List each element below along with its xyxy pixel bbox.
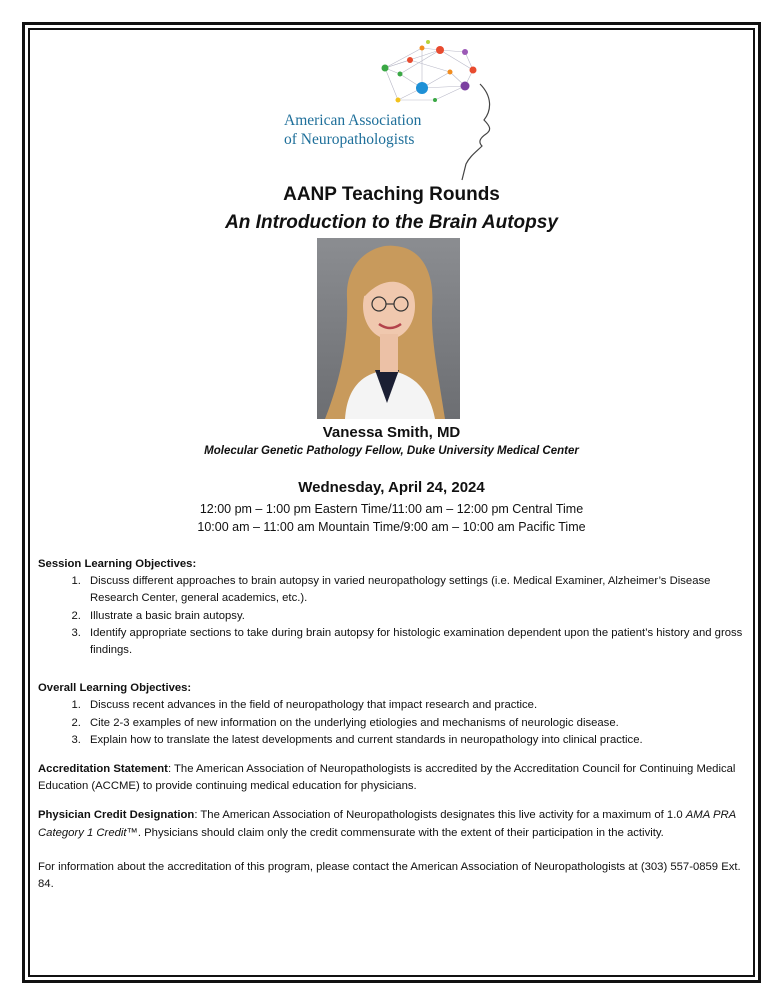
list-item: 3. Explain how to translate the latest developments and current standards in neuropathology into clinical practice. [84, 732, 743, 749]
speaker-photo [317, 238, 460, 419]
accreditation-lead: Accreditation Statement [38, 763, 168, 776]
session-objectives-heading: Session Learning Objectives: [38, 558, 197, 570]
overall-objectives-heading: Overall Learning Objectives: [38, 682, 192, 695]
credit-lead: Physician Credit Designation [38, 809, 195, 822]
contact-info: For information about the accreditation of this program, please contact the American Association of Neuropathologists at (303) 557-0859 Ext. 84. [38, 860, 741, 891]
credit-text-after: . Physicians should claim only the credit commensurate with the extent of their participation in the activity. [137, 826, 664, 839]
accreditation-text: : The American Association of Neuropathologists is accredited by the Accreditation Council for Continuing Medical Education (ACCME) to provide continuing medical education for physicians. [38, 763, 736, 793]
list-item: 2. Cite 2-3 examples of new information on the underlying etiologies and mechanisms of neurologic disease. [84, 715, 743, 732]
time-line-2: 10:00 am – 11:00 am Mountain Time/9:00 am – 10:00 am Pacific Time [197, 520, 586, 534]
list-item: 3. Identify appropriate sections to take during brain autopsy for histologic examination dependent upon the patient’s history and gross findings. [84, 625, 743, 659]
list-item: 2. Illustrate a basic brain autopsy. [84, 608, 743, 625]
time-line-1: 12:00 pm – 1:00 pm Eastern Time/11:00 am – 12:00 pm Central Time [199, 502, 584, 516]
org-name [284, 111, 484, 149]
event-subtitle: An Introduction to the Brain Autopsy [225, 212, 558, 233]
overall-objectives-list [38, 697, 743, 749]
org-name-line1: American Association [284, 112, 422, 129]
speaker-title: Molecular Genetic Pathology Fellow, Duke University Medical Center [204, 445, 579, 457]
list-item: 1. Discuss different approaches to brain autopsy in varied neuropathology settings (i.e. Medical Examiner, Alzheimer’s Disease Research Center, general academics, etc.). [84, 573, 743, 607]
document-body [38, 556, 743, 893]
event-title: AANP Teaching Rounds [283, 184, 500, 205]
credit-text-italic: AMA PRA Category 1 Credit™ [38, 809, 736, 839]
aanp-logo [280, 34, 510, 184]
accreditation-statement [38, 761, 743, 795]
org-name-line2: of Neuropathologists [284, 131, 415, 148]
session-objectives-list [38, 573, 743, 659]
speaker-name: Vanessa Smith, MD [322, 424, 461, 441]
list-item: 1. Discuss recent advances in the field of neuropathology that impact research and practice. [84, 697, 743, 714]
credit-text-before: : The American Association of Neuropathologists designates this live activity for a maximum of 1.0 [194, 809, 686, 822]
credit-designation [38, 807, 743, 841]
event-date: Wednesday, April 24, 2024 [298, 479, 485, 496]
event-times [0, 500, 783, 536]
